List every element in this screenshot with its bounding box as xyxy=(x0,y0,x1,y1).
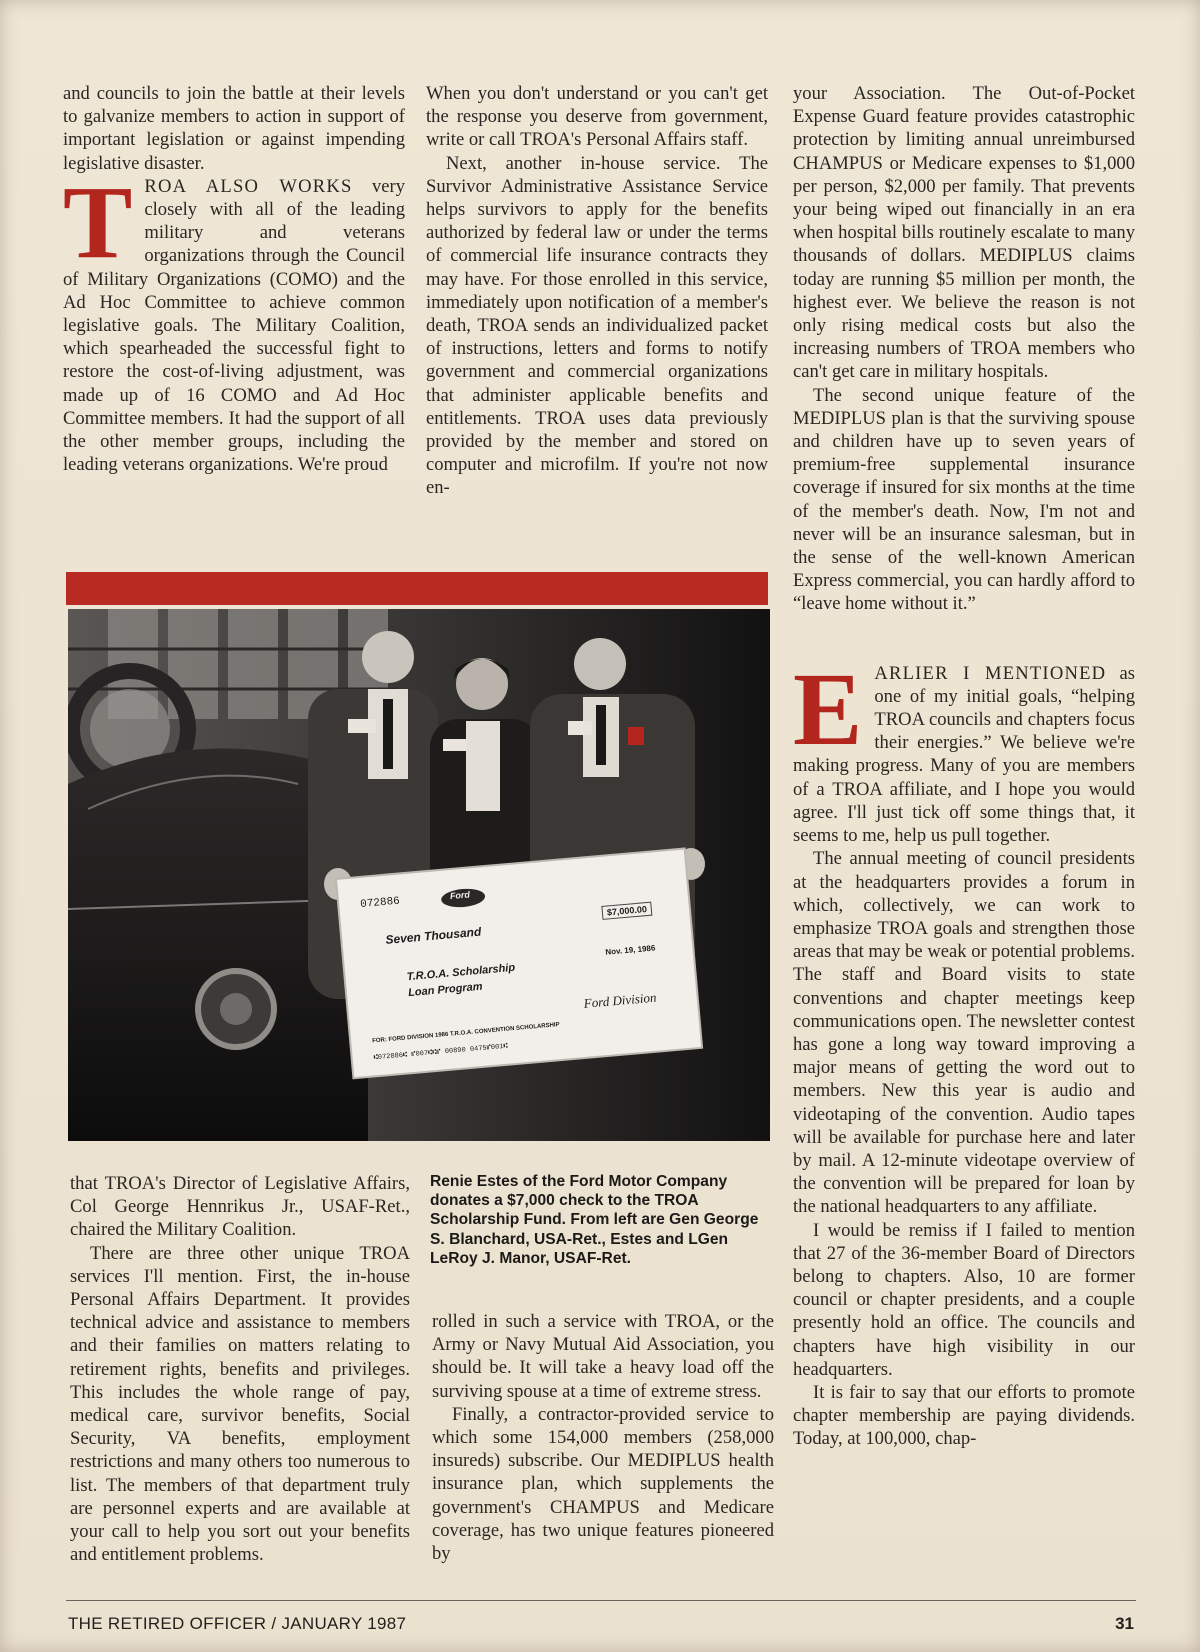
ford-logo: Ford xyxy=(449,889,471,902)
paragraph: When you don't understand or you can't get the response you deserve from government, write or call TROA's Personal Affairs staff. xyxy=(426,83,768,151)
page-number: 31 xyxy=(1115,1614,1134,1633)
column-2-bottom xyxy=(432,1310,774,1565)
paragraph: your Association. The Out-of-Pocket Expense Guard feature provides catastrophic protection by limiting annual unreimbursed CHAMPUS or Medicare expenses to $1,000 per person, $2,000 per family. That prevents your being wiped out financially in an era when hospital bills routinely escalate to many thousands of dollars. MEDIPLUS claims today are running $5 million per month, the highest ever. We believe the reason is not only rising medical costs but also the increasing numbers of TROA members who can't get care in military hospitals. xyxy=(793,83,1135,383)
check-amount-words: Seven Thousand xyxy=(384,924,482,947)
paragraph: Finally, a contractor-provided service to which some 154,000 members (258,000 insureds) subscribe. Our MEDIPLUS health insurance plan, which supplements the government's CHAMPUS and Medicare coverage, has two unique features pioneered by xyxy=(432,1403,774,1565)
paragraph-text: very closely with all of the leading military and veterans organizations through the Council of Military Organizations (COMO) and the Ad Hoc Committee to achieve common legislative goals. The Military Coalition, which spearheaded the successful fight to restore the cost-of-living adjustment, was made up of 16 COMO and Ad Hoc Committee members. It had the support of all the other member groups, including the leading veterans organizations. We're proud xyxy=(63,175,406,476)
check-signature: Ford Division xyxy=(583,989,657,1011)
paragraph: It is fair to say that our efforts to promote chapter membership are paying dividends. Today, at 100,000, chap- xyxy=(793,1381,1135,1450)
paragraph: rolled in such a service with TROA, or the Army or Navy Mutual Aid Association, you should be. It will take a heavy load off the surviving spouse at a time of extreme stress. xyxy=(432,1311,774,1402)
check-micr-line: ⑆072886⑆ ⑈007⑆⑆⑈ 00890 0475⑈001⑆ xyxy=(373,1042,509,1063)
lead-in: ROA ALSO WORKS xyxy=(144,175,353,197)
section-earlier-mentioned xyxy=(793,651,1135,848)
paragraph: Next, another in-house service. The Survivor Administrative Assistance Service helps survivors to apply for the benefits authorized by federal law or under the terms of commercial life insurance contracts they may have. For those enrolled in this service, immediately upon notification of a member's death, TROA sends an individualized packet of instructions, letters and forms to notify government and commercial organizations that administer applicable benefits and entitlements. TROA uses data previously provided by the member and stored on computer and microfilm. If you're not now en- xyxy=(426,152,768,499)
photo-caption: Renie Estes of the Ford Motor Company donates a $7,000 check to the TROA Scholarship Fund. From left are Gen George S. Blanchard, USA-Ret., Estes and LGen LeRoy J. Manor, USAF-Ret. xyxy=(430,1173,759,1267)
check-amount: $7,000.00 xyxy=(601,902,652,920)
paragraph: and councils to join the battle at their levels to galvanize members to action in support of important legislation or against impending legislative disaster. xyxy=(63,83,405,174)
check-payee-line1: T.R.O.A. Scholarship xyxy=(406,961,516,984)
paragraph-text: as one of my initial goals, “helping TROA councils and chapters focus their energies.” We believe we're making progress. Many of you are members of a TROA affiliate, and I hope you would agree. I'll just tick off some things that, it seems to me, help us pull together. xyxy=(793,662,1135,847)
paragraph: that TROA's Director of Legislative Affairs, Col George Hennrikus Jr., USAF-Ret., chaired the Military Coalition. xyxy=(70,1173,410,1241)
check-overlay xyxy=(336,848,702,1078)
check-presentation-photo xyxy=(68,609,770,1141)
paragraph: There are three other unique TROA services I'll mention. First, the in-house Personal Affairs Department. It provides technical advice and assistance to members and their families on matters relating to retirement rights, benefits and privileges. This includes the whole range of pay, medical care, survivor benefits, Social Security, VA benefits, employment restrictions and many others too numerous to list. The members of that department truly are personnel experts and are available at your call to help you sort out your benefits and entitlement problems. xyxy=(70,1242,410,1566)
drop-cap-t: T xyxy=(63,164,133,280)
column-1-bottom xyxy=(70,1172,410,1566)
lead-in: ARLIER I MENTIONED xyxy=(874,662,1107,684)
check-payee-line2: Loan Program xyxy=(407,980,484,1000)
check-number: 072886 xyxy=(359,895,401,911)
section-troa-works xyxy=(63,164,406,477)
paragraph: The annual meeting of council presidents at the headquarters provides a forum in which, collectively, we can work to emphasize TROA goals and strengthen those areas that may be weak or potential problems. The staff and Board visits to state conventions and chapter meetings keep communications open. The newsletter contest has gone a long way toward improving a major means of getting the word out to members. New this year is audio and videotaping of the convention. Audio tapes will be available for purchase here and later by mail. A 12-minute videotape overview of the convention will be prepared for loan by the national headquarters to any affiliate. xyxy=(793,848,1135,1218)
column-2-top xyxy=(426,82,768,500)
check-memo: FOR: FORD DIVISION 1986 T.R.O.A. CONVENTION SCHOLARSHIP xyxy=(372,1022,560,1045)
publication-footer: THE RETIRED OFFICER / JANUARY 1987 xyxy=(68,1614,407,1633)
drop-cap-e: E xyxy=(793,651,863,767)
column-1-top xyxy=(63,82,405,476)
check-date: Nov. 19, 1986 xyxy=(605,943,656,957)
accent-bar xyxy=(66,572,768,605)
paragraph: The second unique feature of the MEDIPLUS plan is that the surviving spouse and children have up to seven years of premium-free supplemental insurance coverage if insured for six months at the time of the member's death. Now, I'm not and never will be an insurance salesman, but in the sense of the well-known American Express commercial, you can hardly afford to “leave home without it.” xyxy=(793,384,1135,615)
paragraph: I would be remiss if I failed to mention that 27 of the 36-member Board of Directors belong to chapters. Also, 10 are former council or chapter presidents, and a couple presently hold an office. The councils and chapters have high visibility in our headquarters. xyxy=(793,1219,1135,1380)
footer-rule xyxy=(66,1600,1136,1601)
column-3 xyxy=(793,82,1135,1451)
